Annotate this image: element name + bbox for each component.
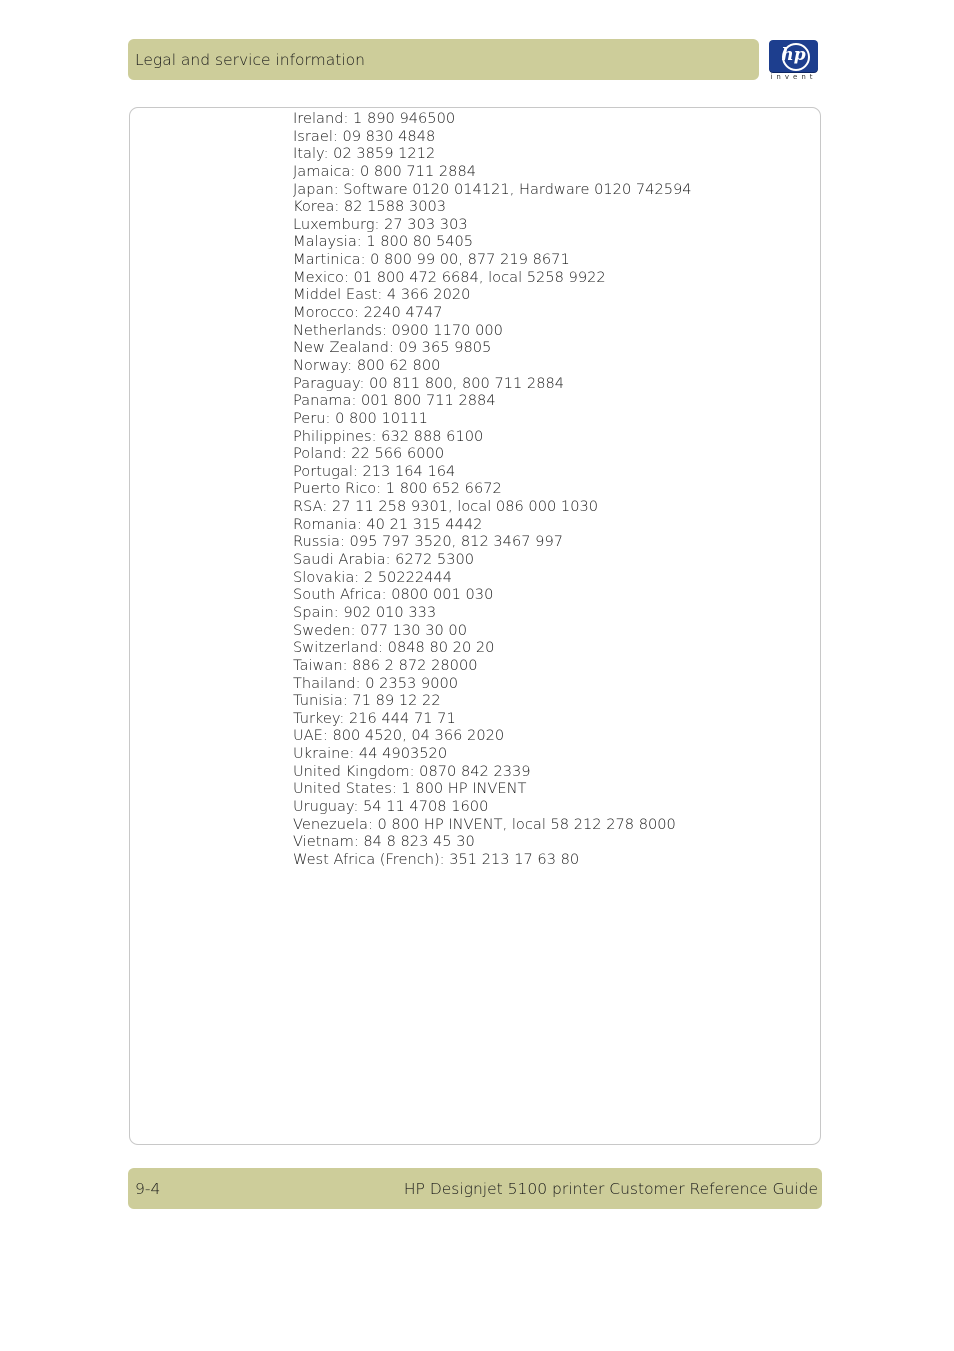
logo-tagline: invent — [770, 73, 817, 81]
list-item: United Kingdom: 0870 842 2339 — [293, 762, 531, 780]
list-item: Norway: 800 62 800 — [293, 356, 441, 374]
list-item: UAE: 800 4520, 04 366 2020 — [293, 727, 505, 745]
list-item: Martinica: 0 800 99 00, 877 219 8671 — [293, 251, 570, 269]
list-item: Switzerland: 0848 80 20 20 — [293, 639, 495, 657]
list-item: Israel: 09 830 4848 — [293, 127, 436, 145]
section-title: Legal and service information — [135, 51, 365, 69]
list-item: Venezuela: 0 800 HP INVENT, local 58 212 278 8000 — [293, 815, 676, 833]
hp-logo-icon — [767, 38, 821, 84]
list-item: West Africa (French): 351 213 17 63 80 — [293, 850, 580, 868]
list-item: Morocco: 2240 4747 — [293, 304, 443, 322]
list-item: New Zealand: 09 365 9805 — [293, 339, 492, 357]
list-item: Turkey: 216 444 71 71 — [293, 709, 456, 727]
header-bar — [128, 39, 759, 80]
list-item: Peru: 0 800 10111 — [293, 409, 428, 427]
list-item: Mexico: 01 800 472 6684, local 5258 9922 — [293, 268, 606, 286]
list-item: Malaysia: 1 800 80 5405 — [293, 233, 474, 251]
list-item: Ukraine: 44 4903520 — [293, 745, 448, 763]
logo-badge — [769, 40, 818, 72]
list-item: Russia: 095 797 3520, 812 3467 997 — [293, 533, 564, 551]
list-item: Luxemburg: 27 303 303 — [293, 215, 468, 233]
footer-bar — [128, 1168, 822, 1209]
list-item: Uruguay: 54 11 4708 1600 — [293, 797, 489, 815]
list-item: Japan: Software 0120 014121, Hardware 0120 742594 — [293, 180, 692, 198]
list-item: Ireland: 1 890 946500 — [293, 110, 456, 127]
support-phone-list — [293, 110, 692, 869]
list-item: Jamaica: 0 800 711 2884 — [293, 162, 477, 180]
list-item: Korea: 82 1588 3003 — [293, 198, 447, 216]
list-item: Paraguay: 00 811 800, 800 711 2884 — [293, 374, 565, 392]
list-item: Portugal: 213 164 164 — [293, 462, 456, 480]
list-item: RSA: 27 11 258 9301, local 086 000 1030 — [293, 498, 599, 516]
list-item: Tunisia: 71 89 12 22 — [293, 692, 441, 710]
list-item: Panama: 001 800 711 2884 — [293, 392, 496, 410]
list-item: Taiwan: 886 2 872 28000 — [293, 656, 478, 674]
list-item: Italy: 02 3859 1212 — [293, 145, 436, 163]
list-item: South Africa: 0800 001 030 — [293, 586, 494, 604]
page-number: 9-4 — [135, 1180, 161, 1198]
list-item: Vietnam: 84 8 823 45 30 — [293, 833, 475, 851]
list-item: Slovakia: 2 50222444 — [293, 568, 453, 586]
list-item: Romania: 40 21 315 4442 — [293, 515, 483, 533]
list-item: Poland: 22 566 6000 — [293, 445, 445, 463]
list-item: Netherlands: 0900 1170 000 — [293, 321, 503, 339]
list-item: Puerto Rico: 1 800 652 6672 — [293, 480, 502, 498]
list-item: Philippines: 632 888 6100 — [293, 427, 484, 445]
logo-mark: hp — [781, 45, 806, 65]
list-item: United States: 1 800 HP INVENT — [293, 780, 527, 798]
list-item: Spain: 902 010 333 — [293, 603, 437, 621]
list-item: Middel East: 4 366 2020 — [293, 286, 471, 304]
list-item: Saudi Arabia: 6272 5300 — [293, 551, 475, 569]
list-item: Thailand: 0 2353 9000 — [293, 674, 459, 692]
list-item: Sweden: 077 130 30 00 — [293, 621, 467, 639]
guide-title: HP Designjet 5100 printer Customer Reference Guide — [403, 1180, 818, 1198]
